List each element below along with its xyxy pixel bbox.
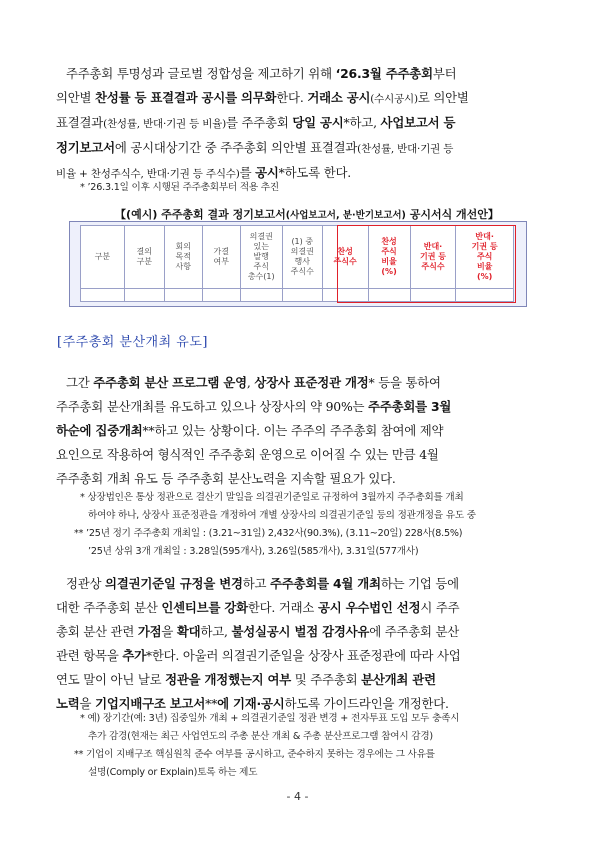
table-header-cell bbox=[164, 226, 202, 289]
header-text: 구분 bbox=[94, 252, 111, 261]
text: 에 주주총회 분산 bbox=[369, 624, 460, 639]
text-bold: 정관을 개정했는지 여부 bbox=[165, 672, 292, 687]
text-bold: 주주총회를 4월 개최 bbox=[270, 576, 381, 591]
text: 에 공시대상기간 중 주주총회 의안별 표결결과 bbox=[114, 140, 358, 155]
para3-line-5 bbox=[56, 668, 540, 692]
text: 하도록 가이드라인을 개정한다. bbox=[284, 696, 449, 711]
text-bold: 가점 bbox=[137, 624, 162, 639]
header-text: (%) bbox=[381, 267, 397, 276]
text-bold: 기업지배구조 보고서 bbox=[95, 696, 206, 711]
text: 주주총회 투명성과 글로벌 정합성을 제고하기 위해 bbox=[66, 66, 336, 81]
text-bold: 주주총회를 3월 bbox=[368, 399, 452, 414]
header-text: 구분 bbox=[136, 257, 152, 266]
text: 하는 기업 등에 bbox=[380, 576, 459, 591]
footnote-standard-charter: * 상장법인은 통상 정관으로 결산기 말일을 의결권기준일로 규정하여 3월까지 주주총회를 개최 bbox=[80, 492, 464, 503]
text: 를 주주총회 bbox=[226, 115, 293, 130]
text-bold: 의결권기준일 규정을 변경 bbox=[105, 576, 243, 591]
para3-line-3 bbox=[56, 620, 540, 644]
text: 대한 주주총회 분산 bbox=[56, 600, 162, 615]
header-text: 가결 bbox=[213, 247, 229, 256]
text-bold: 당일 공시 bbox=[292, 115, 344, 130]
text: 그간 bbox=[66, 375, 94, 390]
text: 총회 분산 관련 bbox=[56, 624, 138, 639]
table-cell bbox=[124, 289, 164, 302]
header-text: 사항 bbox=[175, 262, 191, 271]
header-text: 찬성 bbox=[381, 237, 397, 246]
table-caption bbox=[92, 206, 522, 222]
header-text: 반대· bbox=[475, 232, 494, 241]
text-bold: 추가 bbox=[122, 648, 146, 663]
text: 부터 bbox=[432, 66, 457, 81]
paragraph-distribution bbox=[56, 371, 540, 491]
header-text: 발행 bbox=[253, 252, 269, 261]
header-text: 주식수 bbox=[290, 267, 314, 276]
text: ** bbox=[205, 696, 218, 711]
text: *하도록 한다. bbox=[278, 165, 351, 180]
text-bold: 찬성률 등 표결결과 공시를 의무화 bbox=[95, 90, 277, 105]
text: 관련 항목을 bbox=[56, 648, 123, 663]
para2-line-5: 주주총회 개최 유도 등 주주총회 분산노력을 지속할 필요가 있다. bbox=[56, 471, 396, 486]
page-number: - 4 - bbox=[286, 790, 309, 803]
text-bold: 거래소 공시 bbox=[307, 90, 371, 105]
footnote-meeting-dates: ** ’25년 정기 주주총회 개최일 : (3.21~31일) 2,432사(90.3%), (3.11~20일) 228사(8.5%) bbox=[74, 528, 463, 539]
text: *한다. 아울러 의결권기준일을 상장사 표준정관에 따라 사업 bbox=[145, 648, 461, 663]
table-cell bbox=[81, 289, 125, 302]
footnote-deduction: * 예) 장기간(예: 3년) 집중일外 개최 + 의결권기준일 정관 변경 + 전자투표 도입 모두 충족시 bbox=[80, 713, 460, 724]
table-header-cell bbox=[81, 226, 125, 289]
para3-line-1 bbox=[56, 572, 540, 596]
section-heading-distribution: [주주총회 분산개최 유도] bbox=[57, 335, 208, 350]
text: 표결결과 bbox=[56, 115, 104, 130]
text: 한다. bbox=[276, 90, 308, 105]
header-text: (%) bbox=[477, 272, 493, 281]
table-cell bbox=[240, 289, 282, 302]
table-cell bbox=[282, 289, 322, 302]
para3-line-4 bbox=[56, 644, 540, 668]
header-text: 있는 bbox=[253, 242, 269, 251]
text-small: (찬성률, 반대·기권 등 비율) bbox=[103, 118, 226, 130]
para2-line-4: 요인으로 작용하여 형식적인 주주총회 운영으로 이어질 수 있는 만큼 4월 bbox=[56, 447, 439, 462]
header-text: 총수(1) bbox=[247, 272, 275, 281]
text-bold: 정기보고서 bbox=[56, 140, 115, 155]
header-text: 여부 bbox=[213, 257, 229, 266]
header-text: 주식 bbox=[476, 252, 493, 261]
table-header-cell bbox=[240, 226, 282, 289]
header-text: 찬성 bbox=[337, 247, 353, 256]
text: * 등을 통하여 bbox=[368, 375, 441, 390]
text-bold: 분산개최 관련 bbox=[361, 672, 436, 687]
text-small: 비율 + 찬성주식수, 반대·기권 등 주식수) bbox=[56, 168, 240, 180]
text-bold: 하순에 집중개최 bbox=[56, 423, 143, 438]
footnote-top-dates: ’25년 상위 3개 개최일 : 3.28일(595개사), 3.26일(585개사), 3.31일(577개사) bbox=[88, 546, 419, 557]
text-bold: 에 기재·공시 bbox=[217, 696, 285, 711]
footnote-comply-explain-cont: 설명(Comply or Explain)토록 하는 제도 bbox=[88, 767, 258, 778]
text: 주주총회 분산개최를 유도하고 있으나 상장사의 약 90%는 bbox=[56, 399, 369, 414]
text: 하고, bbox=[200, 624, 232, 639]
paragraph-incentives bbox=[56, 572, 540, 716]
text: 정관상 bbox=[66, 576, 106, 591]
text: 을 bbox=[79, 696, 96, 711]
para3-line-2 bbox=[56, 596, 540, 620]
text-bold: 사업보고서 등 bbox=[380, 115, 456, 130]
table-header-cell bbox=[202, 226, 240, 289]
header-text: 기권 등 bbox=[419, 252, 446, 261]
header-text: 기권 등 bbox=[471, 242, 498, 251]
table-header-cell bbox=[282, 226, 322, 289]
header-text: 의결권 bbox=[290, 247, 314, 256]
para1-line-3 bbox=[56, 111, 540, 136]
para2-line-2 bbox=[56, 395, 540, 419]
header-text: 목적 bbox=[175, 252, 191, 261]
text: 을 bbox=[161, 624, 177, 639]
table-header-cell bbox=[124, 226, 164, 289]
text: **하고 있는 상황이다. 이는 주주의 주주총회 참여에 제약 bbox=[142, 423, 444, 438]
text-bold: 공시 bbox=[255, 165, 279, 180]
header-text: 의결권 bbox=[249, 232, 273, 241]
text: 를 bbox=[239, 165, 256, 180]
text: 로 의안별 bbox=[417, 90, 469, 105]
header-text: 주식수 bbox=[333, 257, 357, 266]
footnote-deduction-cont: 추가 감경(현재는 최근 사업연도의 주총 분산 개최 & 주총 분산프로그램 참여시 감경) bbox=[88, 731, 433, 742]
text-small: (수시공시) bbox=[370, 93, 418, 105]
header-text: 주식 bbox=[381, 247, 397, 256]
caption-main: 【(예시) 주주총회 결과 정기보고서 bbox=[115, 208, 286, 221]
text: 의안별 bbox=[56, 90, 96, 105]
table-cell bbox=[164, 289, 202, 302]
text-bold: 노력 bbox=[56, 696, 80, 711]
text: *하고, bbox=[343, 115, 381, 130]
caption-tail: 공시서식 개선안】 bbox=[405, 208, 499, 221]
header-text: 반대· bbox=[423, 242, 443, 251]
footnote-standard-charter-cont: 하여야 하나, 상장사 표준정관을 개정하여 개별 상장사의 의결권기준일 등의 정관개정을 유도 중 bbox=[88, 510, 476, 521]
text: 연도 말이 아닌 날로 bbox=[56, 672, 166, 687]
para1-line-4 bbox=[56, 136, 540, 161]
text: 시 주주 bbox=[420, 600, 460, 615]
footnote-comply-explain: ** 기업이 지배구조 핵심원칙 준수 여부를 공시하고, 준수하지 못하는 경우에는 그 사유를 bbox=[74, 749, 435, 760]
caption-sub: (사업보고서, 분·반기보고서) bbox=[285, 210, 406, 221]
text-bold: 인센티브를 강화 bbox=[161, 600, 248, 615]
paragraph-vote-disclosure bbox=[56, 62, 540, 186]
para1-line-1 bbox=[56, 62, 540, 86]
header-text: 비율 bbox=[381, 257, 397, 266]
header-text: 회의 bbox=[175, 242, 191, 251]
footnote-effective-date: * ’26.3.1일 이후 시행된 주주총회부터 적용 추진 bbox=[80, 182, 279, 193]
para1-line-2 bbox=[56, 86, 540, 111]
text-bold: 공시 우수법인 선정 bbox=[317, 600, 421, 615]
para2-line-3 bbox=[56, 419, 540, 443]
header-text: 결의 bbox=[136, 247, 152, 256]
table-cell bbox=[202, 289, 240, 302]
header-text: 비율 bbox=[476, 262, 493, 271]
text-bold: 주주총회 분산 프로그램 운영 bbox=[93, 375, 247, 390]
highlight-box-new-columns bbox=[337, 225, 516, 303]
text: 및 주주총회 bbox=[291, 672, 362, 687]
text-bold: 불성실공시 벌점 감경사유 bbox=[231, 624, 370, 639]
text-bold: 상장사 표준정관 개정 bbox=[254, 375, 369, 390]
text: 한다. 거래소 bbox=[247, 600, 318, 615]
header-text: 행사 bbox=[294, 257, 310, 266]
text-bold: ‘26.3월 주주총회 bbox=[335, 66, 433, 81]
header-text: (1) 중 bbox=[291, 237, 314, 246]
header-text: 주식수 bbox=[421, 262, 445, 271]
text-small: (찬성률, 반대·기권 등 bbox=[357, 143, 454, 155]
text-bold: 확대 bbox=[176, 624, 201, 639]
text: , bbox=[246, 375, 255, 390]
para2-line-1 bbox=[56, 371, 540, 395]
text: 하고 bbox=[242, 576, 271, 591]
header-text: 주식 bbox=[253, 262, 269, 271]
